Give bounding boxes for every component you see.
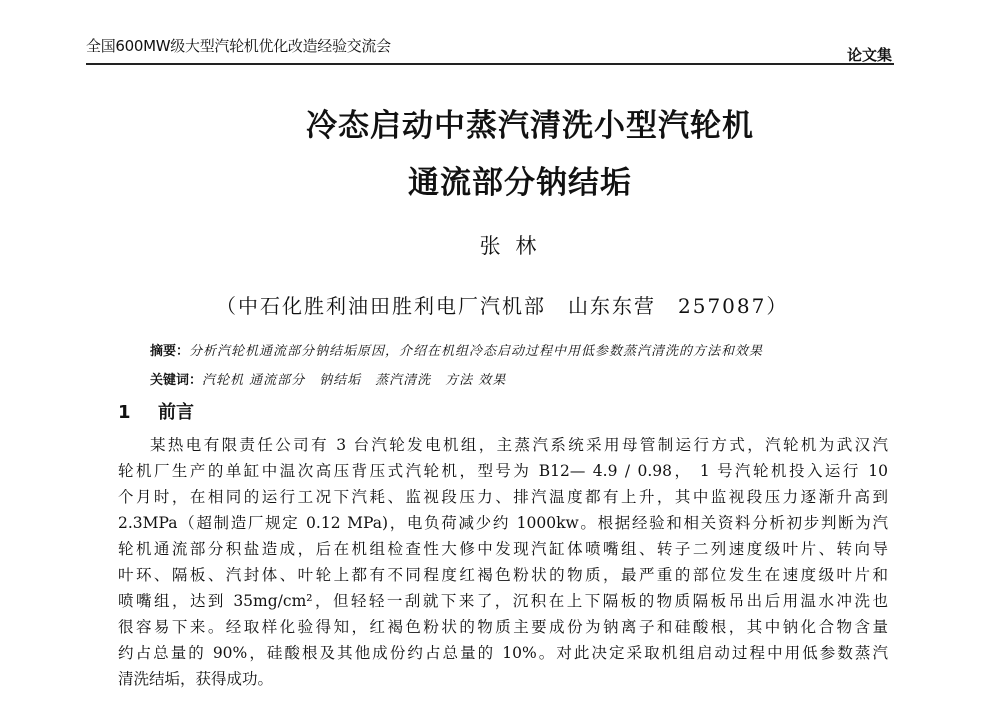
body-line: 某热电有限责任公司有 3 台汽轮发电机组，主蒸汽系统采用母管制运行方式，汽轮机为武汉汽 [150, 436, 888, 454]
section-heading [118, 398, 194, 424]
body-line: 喷嘴组，达到 35mg/cm²，但轻轻一刮就下来了，沉积在上下隔板的物质隔板吊出后用温水冲洗也 [118, 592, 888, 610]
abstract-label: 摘要： [150, 344, 190, 359]
section-title: 前言 [158, 402, 194, 423]
author-affiliation: （中石化胜利油田胜利电厂汽机部 山东东营 257087） [216, 294, 789, 318]
conference-name: 全国600MW级大型汽轮机优化改造经验交流会 [86, 37, 391, 55]
section-label: 论文集 [847, 46, 893, 64]
header-divider [86, 63, 894, 65]
body-line: 2.3MPa（超制造厂规定 0.12 MPa)，电负荷减少约 1000kw。根据经验和相关资料分析初步判断为汽 [118, 514, 888, 532]
abstract [150, 340, 763, 359]
paper-title-line-1: 冷态启动中蒸汽清洗小型汽轮机 [306, 108, 754, 144]
body-line: 轮机厂生产的单缸中温次高压背压式汽轮机，型号为 B12— 4.9 / 0.98， 1 号汽轮机投入运行 10 [118, 462, 888, 480]
body-line: 个月时，在相同的运行工况下汽耗、监视段压力、排汽温度都有上升，其中监视段压力逐渐升高到 [118, 488, 888, 506]
keywords-label: 关键词： [150, 373, 203, 388]
body-line: 叶环、隔板、汽封体、叶轮上都有不同程度红褐色粉状的物质，最严重的部位发生在速度级叶片和 [118, 566, 888, 584]
body-line: 很容易下来。经取样化验得知，红褐色粉状的物质主要成份为钠离子和硅酸根，其中钠化合物含量 [118, 618, 888, 636]
author-name: 张 林 [479, 234, 541, 258]
section-number: 1 [118, 402, 131, 423]
abstract-text: 分析汽轮机通流部分钠结垢原因，介绍在机组冷态启动过程中用低参数蒸汽清洗的方法和效果 [189, 344, 764, 359]
body-line: 约占总量的 90%，硅酸根及其他成份约占总量的 10%。对此决定采取机组启动过程中用低参数蒸汽 [118, 644, 888, 662]
section-body [118, 432, 888, 692]
keywords-text: 汽轮机 通流部分 钠结垢 蒸汽清洗 方法 效果 [202, 373, 507, 388]
body-line: 清洗结垢，获得成功。 [118, 670, 274, 688]
paper-title-line-2: 通流部分钠结垢 [408, 165, 632, 201]
keywords [150, 369, 506, 388]
body-line: 轮机通流部分积盐造成，后在机组检查性大修中发现汽缸体喷嘴组、转子二列速度级叶片、转向导 [118, 540, 888, 558]
